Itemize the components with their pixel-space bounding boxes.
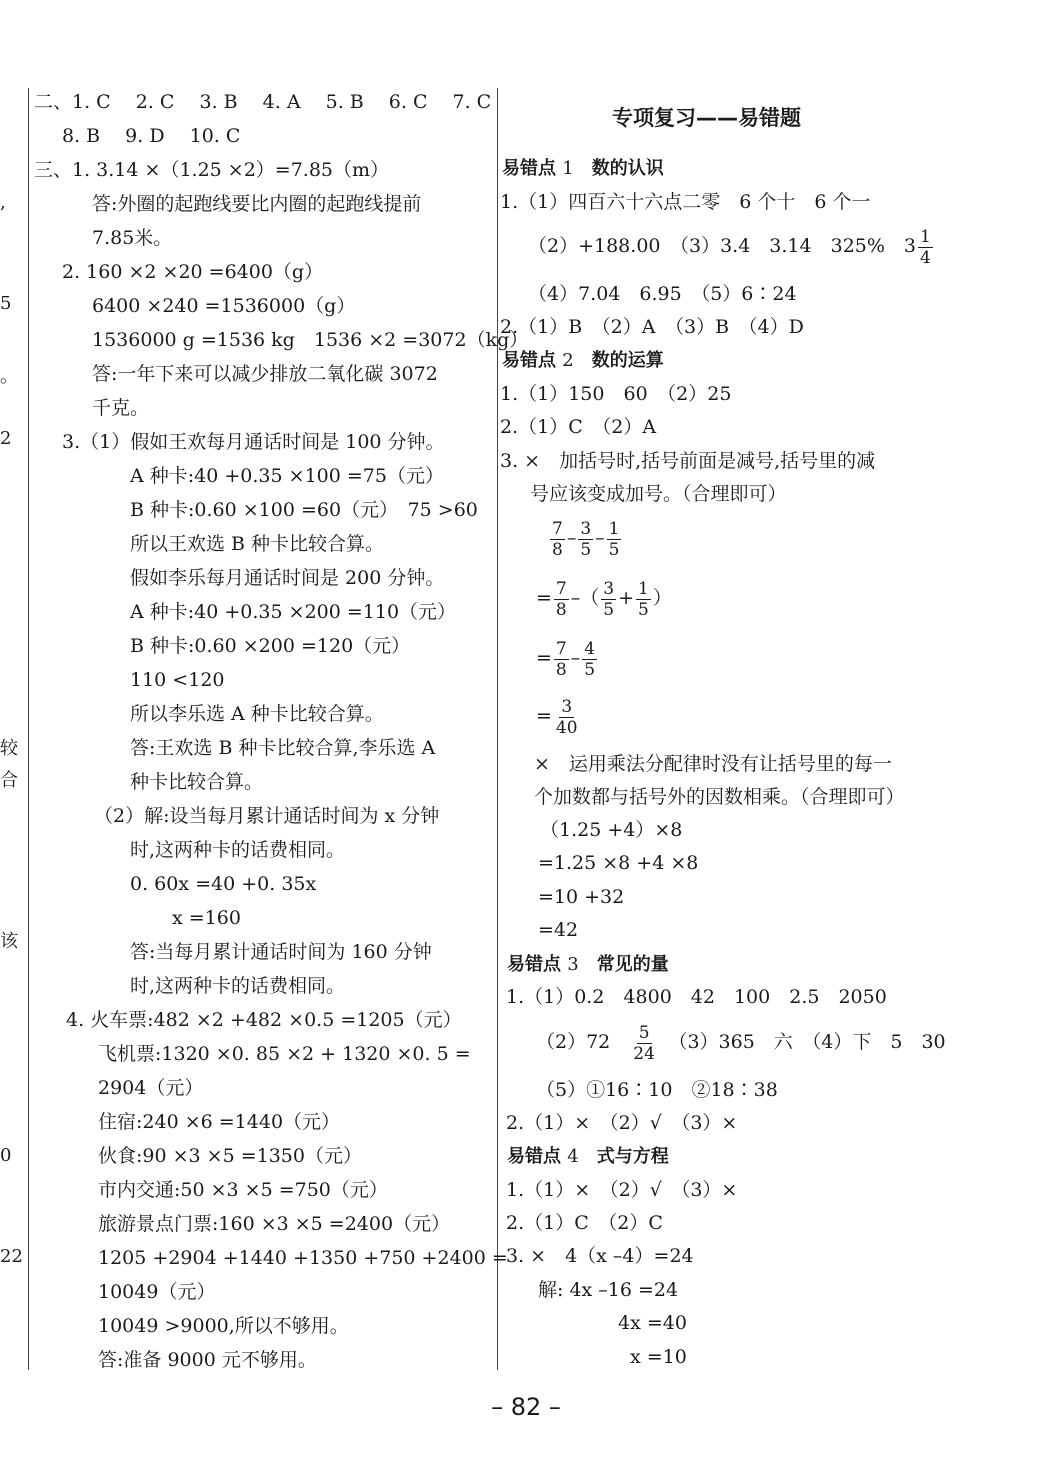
answer-line: 3.（1）假如王欢每月通话时间是 100 分钟。: [62, 431, 445, 453]
answer-line: 2. 160 ×2 ×20 =6400（g）: [62, 261, 324, 283]
answer-line: （1.25 +4）×8: [540, 819, 683, 841]
answer-line: 6400 ×240 =1536000（g）: [92, 295, 356, 317]
fraction: $\frac{5}{24}$: [633, 1022, 655, 1064]
answer-line: 答:一年下来可以减少排放二氧化碳 3072: [92, 363, 438, 385]
answer-line: 时,这两种卡的话费相同。: [130, 975, 346, 997]
section-heading: 易错点 1 数的认识: [502, 158, 664, 179]
answer-line: 1536000 g =1536 kg 1536 ×2 =3072（kg）: [92, 329, 529, 351]
answer-line: 4. 火车票:482 ×2 +482 ×0.5 =1205（元）: [66, 1009, 462, 1031]
answer-line: （2）解:设当每月累计通话时间为 x 分钟: [94, 805, 440, 827]
expression-row: = $\frac{3}{40}$: [536, 696, 578, 738]
answer-line: 2904（元）: [98, 1077, 204, 1099]
edge-fragment: 5: [0, 293, 12, 314]
answer-line: 1.（1）× （2）√ （3）×: [506, 1179, 738, 1201]
expression-row: $\frac{7}{8}$ – $\frac{3}{5}$ – $\frac{1}{5}$: [552, 518, 620, 560]
answer-line: =10 +32: [538, 886, 625, 908]
answer-line: 3. × 4（x –4）=24: [506, 1245, 694, 1267]
answer-line: 旅游景点门票:160 ×3 ×5 =2400（元）: [98, 1213, 451, 1235]
answer-line: 10049（元）: [98, 1281, 216, 1303]
answer-line: 答:当每月累计通话时间为 160 分钟: [130, 941, 432, 963]
answer-line: （2）+188.00 （3）3.4 3.14 325% 3 $\frac{1}{4}$: [528, 226, 931, 268]
edge-fragment: 22: [0, 1246, 23, 1267]
answer-line: （5）①16∶10 ②18∶38: [536, 1079, 778, 1101]
edge-fragment: 合: [0, 770, 18, 791]
section-number: 二、: [34, 91, 73, 113]
answer-line: 所以李乐选 A 种卡比较合算。: [130, 703, 384, 725]
answer-line: 千克。: [92, 397, 150, 419]
expression-row: = $\frac{7}{8}$ – $\frac{4}{5}$: [536, 638, 596, 680]
page-number: – 82 –: [491, 1393, 561, 1421]
answer-line: 市内交通:50 ×3 ×5 =750（元）: [98, 1179, 388, 1201]
answer-line: 1.（1）四百六十六点二零 6 个十 6 个一: [500, 191, 871, 213]
answer-line: 1. C 2. C 3. B 4. A 5. B 6. C 7. C: [72, 91, 492, 113]
answer-line: 10049 >9000,所以不够用。: [98, 1315, 349, 1337]
answer-line: 飞机票:1320 ×0. 85 ×2 + 1320 ×0. 5 =: [98, 1043, 471, 1065]
answer-line: x =10: [630, 1346, 687, 1368]
answer-line: （4）7.04 6.95 （5）6∶24: [528, 283, 797, 305]
answer-line: 住宿:240 ×6 =1440（元）: [98, 1111, 341, 1133]
page-title: 专项复习——易错题: [612, 106, 801, 130]
answer-line: 7.85米。: [92, 227, 173, 249]
section-heading: 易错点 2 数的运算: [502, 350, 664, 371]
answer-line: 8. B 9. D 10. C: [62, 125, 241, 147]
answer-line: 种卡比较合算。: [130, 771, 264, 793]
section-number: 三、: [34, 159, 73, 181]
answer-line: =1.25 ×8 +4 ×8: [538, 852, 699, 874]
edge-fragment: 2: [0, 428, 12, 449]
answer-line: 时,这两种卡的话费相同。: [130, 839, 346, 861]
answer-line: 1.（1）0.2 4800 42 100 2.5 2050: [506, 986, 887, 1008]
answer-line: =42: [538, 919, 579, 941]
answer-line: 2.（1）B （2）A （3）B （4）D: [500, 316, 804, 338]
answer-line: 1.（1）150 60 （2）25: [500, 383, 732, 405]
edge-fragment: 0: [0, 1145, 12, 1166]
answer-line: B 种卡:0.60 ×200 =120（元）: [130, 635, 411, 657]
answer-line: × 运用乘法分配律时没有让括号里的每一: [534, 753, 892, 775]
answer-line: 解: 4x –16 =24: [538, 1279, 679, 1301]
column-divider-middle: [497, 88, 498, 1370]
answer-line: 2.（1）× （2）√ （3）×: [506, 1112, 738, 1134]
expression-row: = $\frac{7}{8}$ –（ $\frac{3}{5}$ + $\frac{1}{5}$ ）: [536, 578, 672, 620]
answer-line: 答:王欢选 B 种卡比较合算,李乐选 A: [130, 737, 436, 759]
answer-line: B 种卡:0.60 ×100 =60（元） 75 >60: [130, 499, 478, 521]
answer-line: （2）72 $\frac{5}{24}$ （3）365 六 （4）下 5 30: [536, 1022, 946, 1064]
answer-line: 2.（1）C （2）A: [500, 416, 657, 438]
fraction: $\frac{1}{4}$: [920, 226, 931, 268]
edge-fragment: 较: [0, 738, 18, 759]
answer-line: 2.（1）C （2）C: [506, 1212, 663, 1234]
edge-fragment: 。: [0, 366, 18, 387]
section-heading: 易错点 3 常见的量: [507, 954, 669, 975]
answer-line: 号应该变成加号。（合理即可）: [530, 483, 787, 505]
column-divider-left: [28, 88, 29, 1370]
answer-line: 所以王欢选 B 种卡比较合算。: [130, 533, 385, 555]
answer-line: A 种卡:40 +0.35 ×100 =75（元）: [130, 465, 444, 487]
answer-line: 答:外圈的起跑线要比内圈的起跑线提前: [92, 193, 422, 215]
answer-line: 伙食:90 ×3 ×5 =1350（元）: [98, 1145, 362, 1167]
answer-line: 假如李乐每月通话时间是 200 分钟。: [130, 567, 445, 589]
answer-line: 4x =40: [618, 1312, 687, 1334]
answer-line: A 种卡:40 +0.35 ×200 =110（元）: [130, 601, 457, 623]
section-heading: 易错点 4 式与方程: [507, 1146, 669, 1167]
edge-fragment: ,: [0, 192, 6, 213]
answer-line: 3. × 加括号时,括号前面是减号,括号里的减: [500, 450, 876, 472]
answer-line: 110 <120: [130, 669, 225, 691]
answer-line: 答:准备 9000 元不够用。: [98, 1349, 317, 1371]
answer-line: x =160: [172, 907, 241, 929]
edge-fragment: 该: [0, 931, 18, 952]
answer-line: 1205 +2904 +1440 +1350 +750 +2400 =: [98, 1247, 508, 1269]
answer-line: 0. 60x =40 +0. 35x: [130, 873, 317, 895]
answer-line: 个加数都与括号外的因数相乘。（合理即可）: [534, 786, 905, 808]
answer-line: 1. 3.14 ×（1.25 ×2）=7.85（m）: [72, 159, 390, 181]
